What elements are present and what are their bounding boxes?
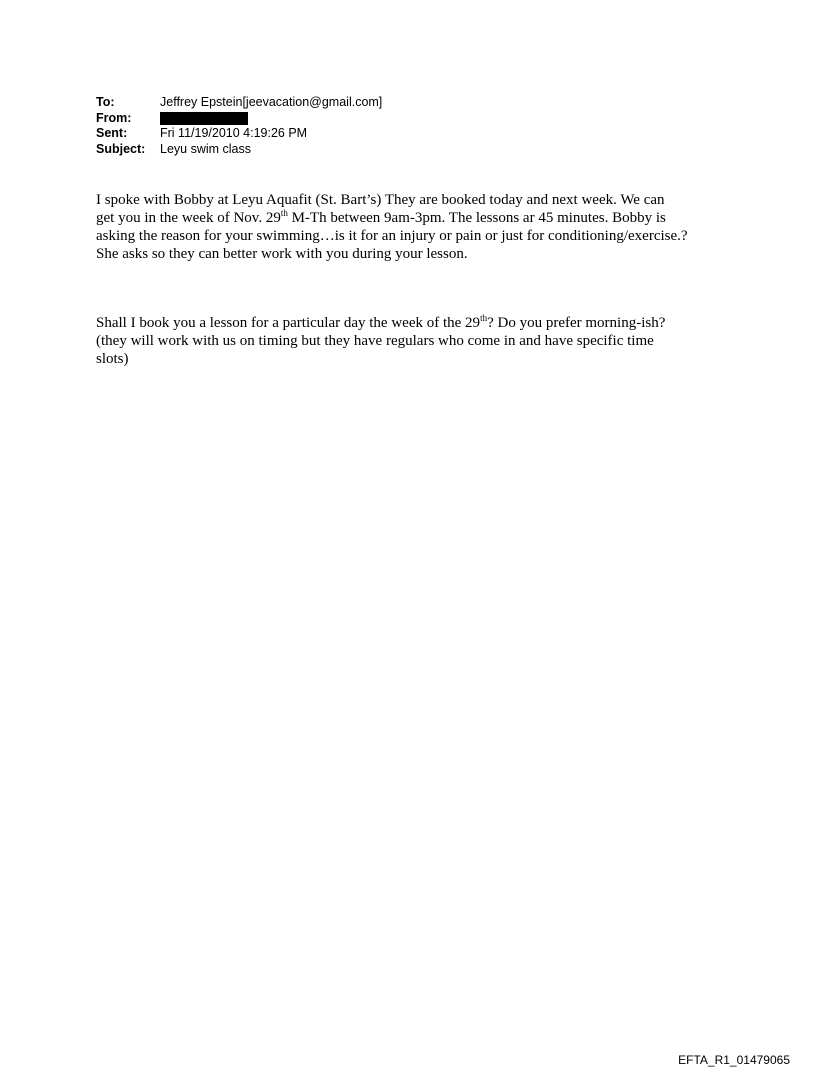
body-line [96, 314, 736, 332]
ordinal-suffix: th [280, 208, 288, 218]
document-id: EFTA_R1_01479065 [678, 1053, 790, 1067]
body-line: She asks so they can better work with you during your lesson. [96, 246, 468, 262]
body-text-segment: Shall I book you a lesson for a particular day the week of the 29 [96, 315, 481, 331]
body-line: asking the reason for your swimming…is it for an injury or pain or just for conditioning/exercise.? [96, 228, 688, 244]
email-header [96, 95, 382, 157]
ordinal-suffix: th [480, 313, 488, 323]
sent-row [96, 126, 382, 142]
redaction-bar [160, 112, 248, 125]
message-paragraph-1 [96, 191, 736, 263]
to-label: To: [96, 95, 115, 109]
subject-label: Subject: [96, 141, 146, 156]
subject-row [96, 142, 382, 158]
body-text-segment: get you in the week of Nov. 29 [96, 210, 281, 226]
body-text-segment: ? Do you prefer morning-ish? [487, 315, 666, 331]
to-value: Jeffrey Epstein[jeevacation@gmail.com] [160, 95, 383, 109]
sent-value: Fri 11/19/2010 4:19:26 PM [160, 126, 308, 140]
from-label: From: [96, 110, 132, 125]
body-line: (they will work with us on timing but they have regulars who come in and have specific time [96, 333, 654, 349]
message-paragraph-2 [96, 314, 736, 368]
subject-value: Leyu swim class [160, 141, 251, 156]
body-line: I spoke with Bobby at Leyu Aquafit (St. Bart’s) They are booked today and next week. We can [96, 192, 665, 208]
to-row [96, 95, 382, 111]
body-line: slots) [96, 351, 129, 367]
body-line [96, 209, 736, 227]
body-text-segment: M-Th between 9am-3pm. The lessons ar 45 minutes. Bobby is [287, 210, 666, 226]
sent-label: Sent: [96, 126, 128, 140]
from-row [96, 111, 382, 127]
